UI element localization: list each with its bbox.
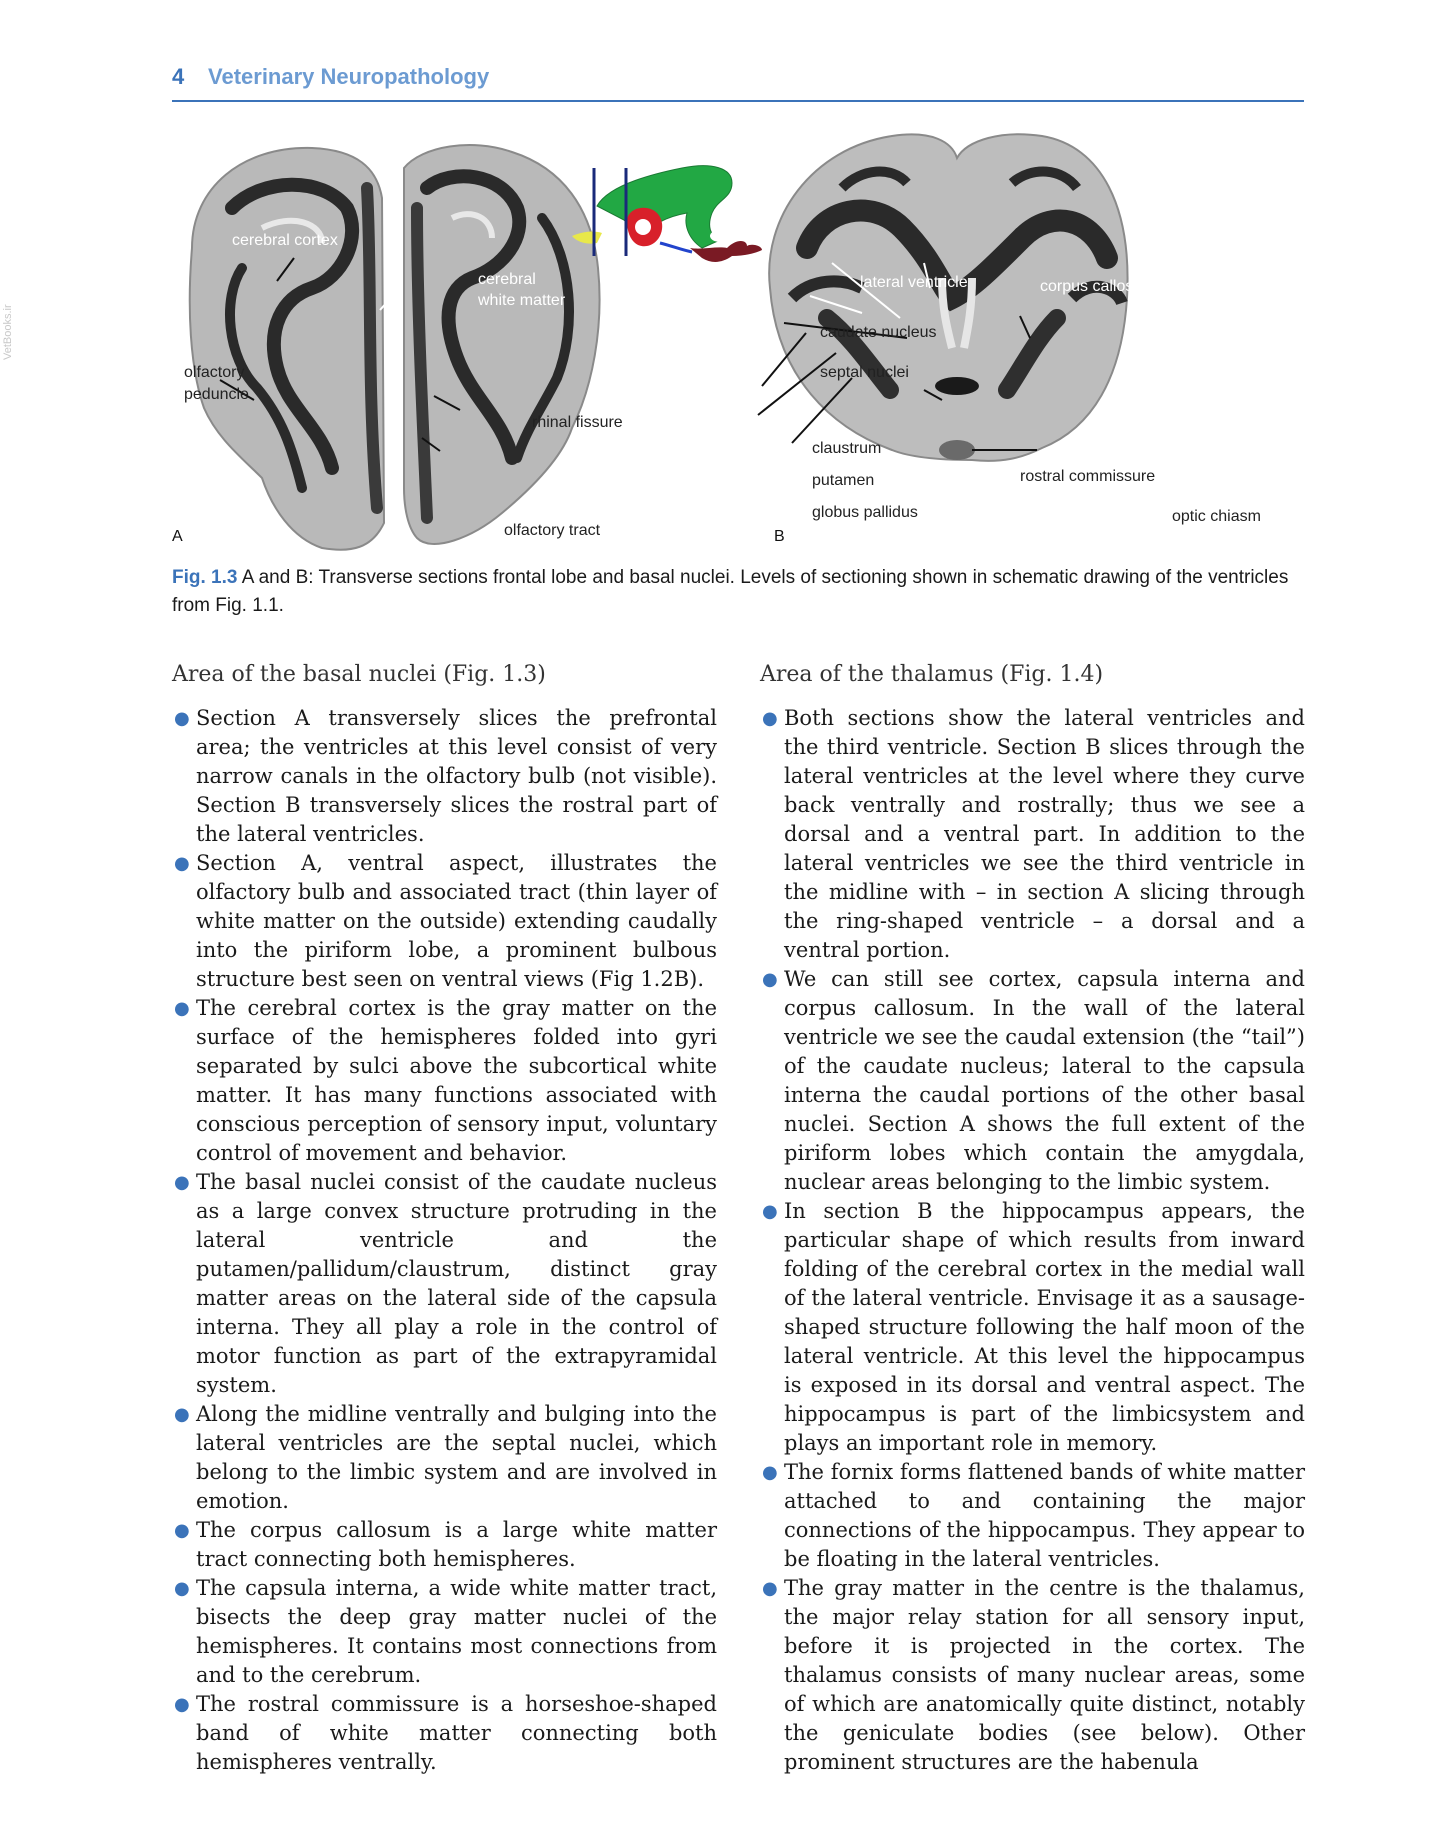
book-title: Veterinary Neuropathology: [208, 64, 490, 89]
list-item: ● In section B the hippocampus appears, the particular shape of which results from inward folding of the cerebral cortex in the medial wall of the lateral ventricle. Envisage it as a sausage-shaped structure following the half moon of the lateral ventricle. At this level the hippocampus is exposed in its dorsal and ventral aspect. The hippocampus is part of the limbicsystem and plays an important role in memory.: [762, 1199, 1305, 1455]
label-optic-chiasm: optic chiasm: [1172, 508, 1261, 525]
list-item: ● The basal nuclei consist of the caudate nucleus as a large convex structure protruding in the lateral ventricle and the putamen/pallidum/claustrum, distinct gray matter areas on the lateral side of the capsula interna. They all play a role in the control of motor function as part of the extrapyramidal system.: [174, 1170, 717, 1397]
list-item: ● Section A, ventral aspect, illustrates the olfactory bulb and associated tract (thin layer of white matter on the outside) extending caudally into the piriform lobe, a prominent bulbous structure best seen on ventral views (Fig 1.2B).: [174, 851, 717, 991]
list-item: ● The capsula interna, a wide white matter tract, bisects the deep gray matter nuclei of the hemispheres. It contains most connections from and to the cerebrum.: [174, 1576, 717, 1687]
figure-caption-label: Fig. 1.3: [172, 567, 238, 588]
panel-label-a: A: [172, 528, 183, 545]
list-item: ● The rostral commissure is a horseshoe-shaped band of white matter connecting both hemispheres ventrally.: [174, 1692, 717, 1774]
brain-sections-illustration: [172, 128, 1304, 556]
bullet-icon: ●: [762, 708, 778, 729]
watermark: VetBooks.ir: [2, 304, 14, 360]
section-a-image: [190, 145, 600, 550]
bullet-icon: ●: [762, 1578, 778, 1599]
panel-label-b: B: [774, 528, 785, 545]
page-number: 4: [172, 64, 185, 89]
list-item: ● Both sections show the lateral ventricles and the third ventricle. Section B slices through the lateral ventricles at the level where they curve back ventrally and rostrally; thus we see a dorsal and a ventral part. In addition to the lateral ventricles we see the third ventricle in the midline with – in section A slicing through the ring-shaped ventricle – a dorsal and a ventral portion.: [762, 706, 1305, 962]
label-olfactory-tract: olfactory tract: [504, 522, 601, 539]
label-corpus-callosum: corpus callosum: [1040, 278, 1156, 295]
bullet-icon: ●: [762, 1462, 778, 1483]
list-item: ● We can still see cortex, capsula interna and corpus callosum. In the wall of the lateral ventricle we see the caudal extension (the “tail”) of the caudate nucleus; lateral to the capsula interna the caudal portions of the other basal nuclei. Section A shows the full extent of the piriform lobes which contain the amygdala, nuclear areas belonging to the limbic system.: [762, 967, 1305, 1194]
figure-caption: [172, 564, 1304, 620]
bullet-icon: ●: [174, 708, 190, 729]
label-cerebral-white-matter-line2: white matter: [478, 292, 566, 309]
list-item: ● Section A transversely slices the prefrontal area; the ventricles at this level consist of very narrow canals in the olfactory bulb (not visible). Section B transversely slices the rostral part of the lateral ventricles.: [174, 706, 717, 846]
bullet-icon: ●: [174, 1578, 190, 1599]
label-rostral-commissure: rostral commissure: [1020, 468, 1156, 485]
label-globus-pallidus: globus pallidus: [812, 504, 918, 521]
section-b-image: [769, 134, 1127, 461]
label-olfactory-peduncle-line2: peduncle: [184, 386, 249, 403]
list-item: ● The fornix forms flattened bands of white matter attached to and containing the major connections of the hippocampus. They appear to be floating in the lateral ventricles.: [762, 1460, 1305, 1571]
left-column: [172, 660, 717, 1777]
left-column-heading: Area of the basal nuclei (Fig. 1.3): [172, 662, 546, 687]
bullet-icon: ●: [174, 998, 190, 1019]
ventricle-schematic: [572, 166, 762, 262]
bullet-icon: ●: [174, 853, 190, 874]
bullet-icon: ●: [174, 1172, 190, 1193]
bullet-icon: ●: [762, 969, 778, 990]
list-item: ● The corpus callosum is a large white matter tract connecting both hemispheres.: [174, 1518, 717, 1571]
bullet-icon: ●: [762, 1201, 778, 1222]
label-putamen: putamen: [812, 472, 875, 489]
right-column-list: [760, 704, 1305, 1777]
list-item: ● Along the midline ventrally and bulging into the lateral ventricles are the septal nuclei, which belong to the limbic system and are involved in emotion.: [174, 1402, 717, 1513]
label-cerebral-white-matter-line1: cerebral: [478, 271, 536, 288]
figure-1-3: [172, 128, 1304, 556]
figure-caption-text: A and B: Transverse sections frontal lobe and basal nuclei. Levels of sectioning shown in schematic drawing of the ventricles from Fig. 1.1.: [172, 567, 1289, 616]
right-column-heading: Area of the thalamus (Fig. 1.4): [760, 662, 1104, 687]
right-column: [760, 660, 1305, 1777]
label-claustrum: claustrum: [812, 440, 882, 457]
running-header: [172, 60, 1304, 102]
left-column-list: [172, 704, 717, 1777]
bullet-icon: ●: [174, 1520, 190, 1541]
bullet-icon: ●: [174, 1404, 190, 1425]
label-olfactory-peduncle-line1: olfactory: [184, 364, 245, 381]
list-item: ● The gray matter in the centre is the thalamus, the major relay station for all sensory input, before it is projected in the cortex. The thalamus consists of many nuclear areas, some of which are anatomically quite distinct, notably the geniculate bodies (see below). Other prominent structures are the habenula: [762, 1576, 1305, 1774]
label-capsula-interna: capsula interna: [1142, 402, 1251, 419]
bullet-icon: ●: [174, 1694, 190, 1715]
label-cerebral-cortex: cerebral cortex: [232, 232, 338, 249]
label-lateral-ventricle: lateral ventricle: [860, 274, 968, 291]
label-septal-nuclei: septal nuclei: [820, 364, 909, 381]
list-item: ● The cerebral cortex is the gray matter on the surface of the hemispheres folded into gyri separated by sulci above the subcortical white matter. It has many functions associated with conscious perception of sensory input, voluntary control of movement and behavior.: [174, 996, 717, 1165]
label-caudate-nucleus: caudate nucleus: [820, 324, 937, 341]
label-rhinal-fissure: rhinal fissure: [532, 414, 623, 431]
